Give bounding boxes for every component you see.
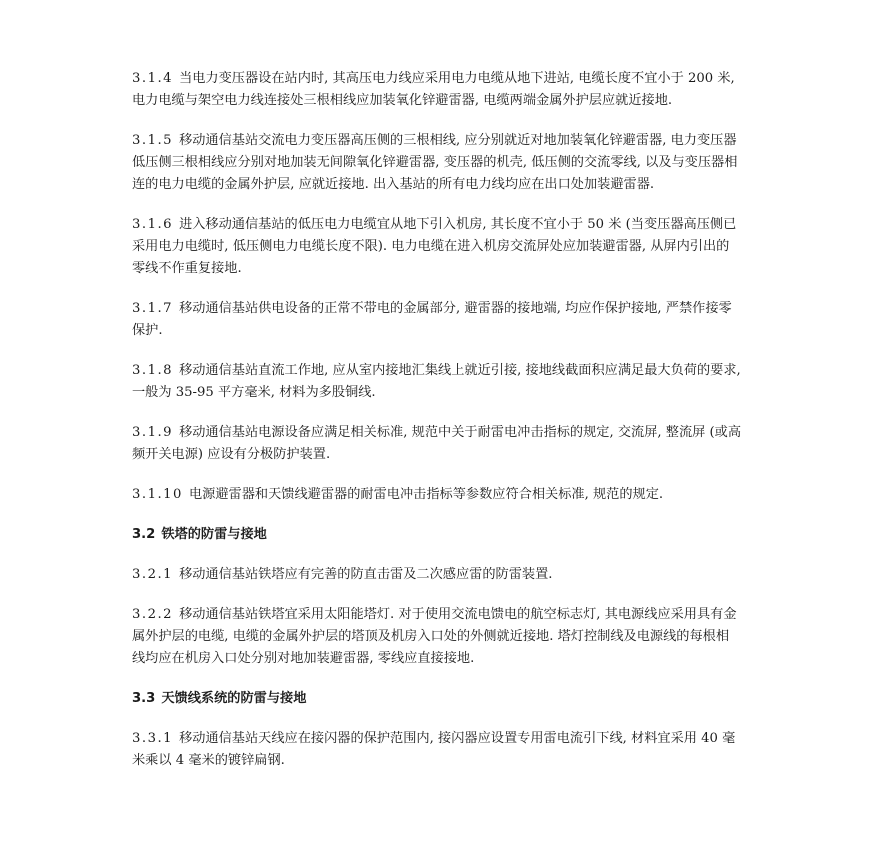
clause-number: 3.3.1	[132, 731, 174, 746]
clause-number: 3.1.6	[132, 217, 174, 232]
clause-text: 移动通信基站交流电力变压器高压侧的三根相线, 应分别就近对地加装氧化锌避雷器, 电力变压器低压侧三根相线应分别对地加装无间隙氧化锌避雷器, 变压器的机壳, 低压侧的交流零线, 以及与变压器相连的电力电缆的金属外护层, 应就近接地. 出入基站的所有电力线均应在出口处加装避雷器.	[132, 133, 738, 192]
clause-text: 移动通信基站直流工作地, 应从室内接地汇集线上就近引接, 接地线截面积应满足最大负荷的要求, 一般为 35-95 平方毫米, 材料为多股铜线.	[132, 363, 741, 400]
clause-3-2-1	[132, 564, 742, 586]
clause-number: 3.2.2	[132, 607, 174, 622]
clause-number: 3.1.4	[132, 71, 174, 86]
clause-3-1-9	[132, 422, 742, 466]
clause-text: 进入移动通信基站的低压电力电缆宜从地下引入机房, 其长度不宜小于 50 米 (当变压器高压侧已采用电力电缆时, 低压侧电力电缆长度不限). 电力电缆在进入机房交流屏处应加装避雷器, 从屏内引出的零线不作重复接地.	[132, 217, 737, 276]
clause-3-3-1	[132, 728, 742, 772]
clause-text: 移动通信基站天线应在接闪器的保护范围内, 接闪器应设置专用雷电流引下线, 材料宜采用 40 毫米乘以 4 毫米的镀锌扁钢.	[132, 731, 736, 768]
section-heading-3-3	[132, 688, 742, 710]
clause-number: 3.1.5	[132, 133, 174, 148]
clause-text: 移动通信基站供电设备的正常不带电的金属部分, 避雷器的接地端, 均应作保护接地, 严禁作接零保护.	[132, 301, 732, 338]
section-title: 天馈线系统的防雷与接地	[161, 691, 307, 706]
clause-3-1-4	[132, 68, 742, 112]
document-page	[132, 68, 742, 790]
section-number: 3.3	[132, 691, 156, 706]
clause-text: 电源避雷器和天馈线避雷器的耐雷电冲击指标等参数应符合相关标准, 规范的规定.	[188, 487, 664, 502]
clause-3-1-10	[132, 484, 742, 506]
clause-3-1-6	[132, 214, 742, 280]
clause-3-1-8	[132, 360, 742, 404]
section-heading-3-2	[132, 524, 742, 546]
clause-text: 移动通信基站铁塔宜采用太阳能塔灯. 对于使用交流电馈电的航空标志灯, 其电源线应采用具有金属外护层的电缆, 电缆的金属外护层的塔顶及机房入口处的外侧就近接地. 塔灯控制线及电源线的每根相线均应在机房入口处分别对地加装避雷器, 零线应直接接地.	[132, 607, 737, 666]
section-title: 铁塔的防雷与接地	[161, 527, 267, 542]
clause-text: 移动通信基站铁塔应有完善的防直击雷及二次感应雷的防雷装置.	[179, 567, 553, 582]
clause-3-1-5	[132, 130, 742, 196]
clause-number: 3.1.10	[132, 487, 183, 502]
clause-3-2-2	[132, 604, 742, 670]
clause-text: 当电力变压器设在站内时, 其高压电力线应采用电力电缆从地下进站, 电缆长度不宜小于 200 米, 电力电缆与架空电力线连接处三根相线应加装氧化锌避雷器, 电缆两端金属外护层应就近接地.	[132, 71, 735, 108]
clause-number: 3.1.8	[132, 363, 174, 378]
clause-3-1-7	[132, 298, 742, 342]
clause-number: 3.2.1	[132, 567, 174, 582]
clause-text: 移动通信基站电源设备应满足相关标准, 规范中关于耐雷电冲击指标的规定, 交流屏, 整流屏 (或高频开关电源) 应设有分极防护装置.	[132, 425, 742, 462]
clause-number: 3.1.7	[132, 301, 174, 316]
clause-number: 3.1.9	[132, 425, 174, 440]
section-number: 3.2	[132, 527, 156, 542]
